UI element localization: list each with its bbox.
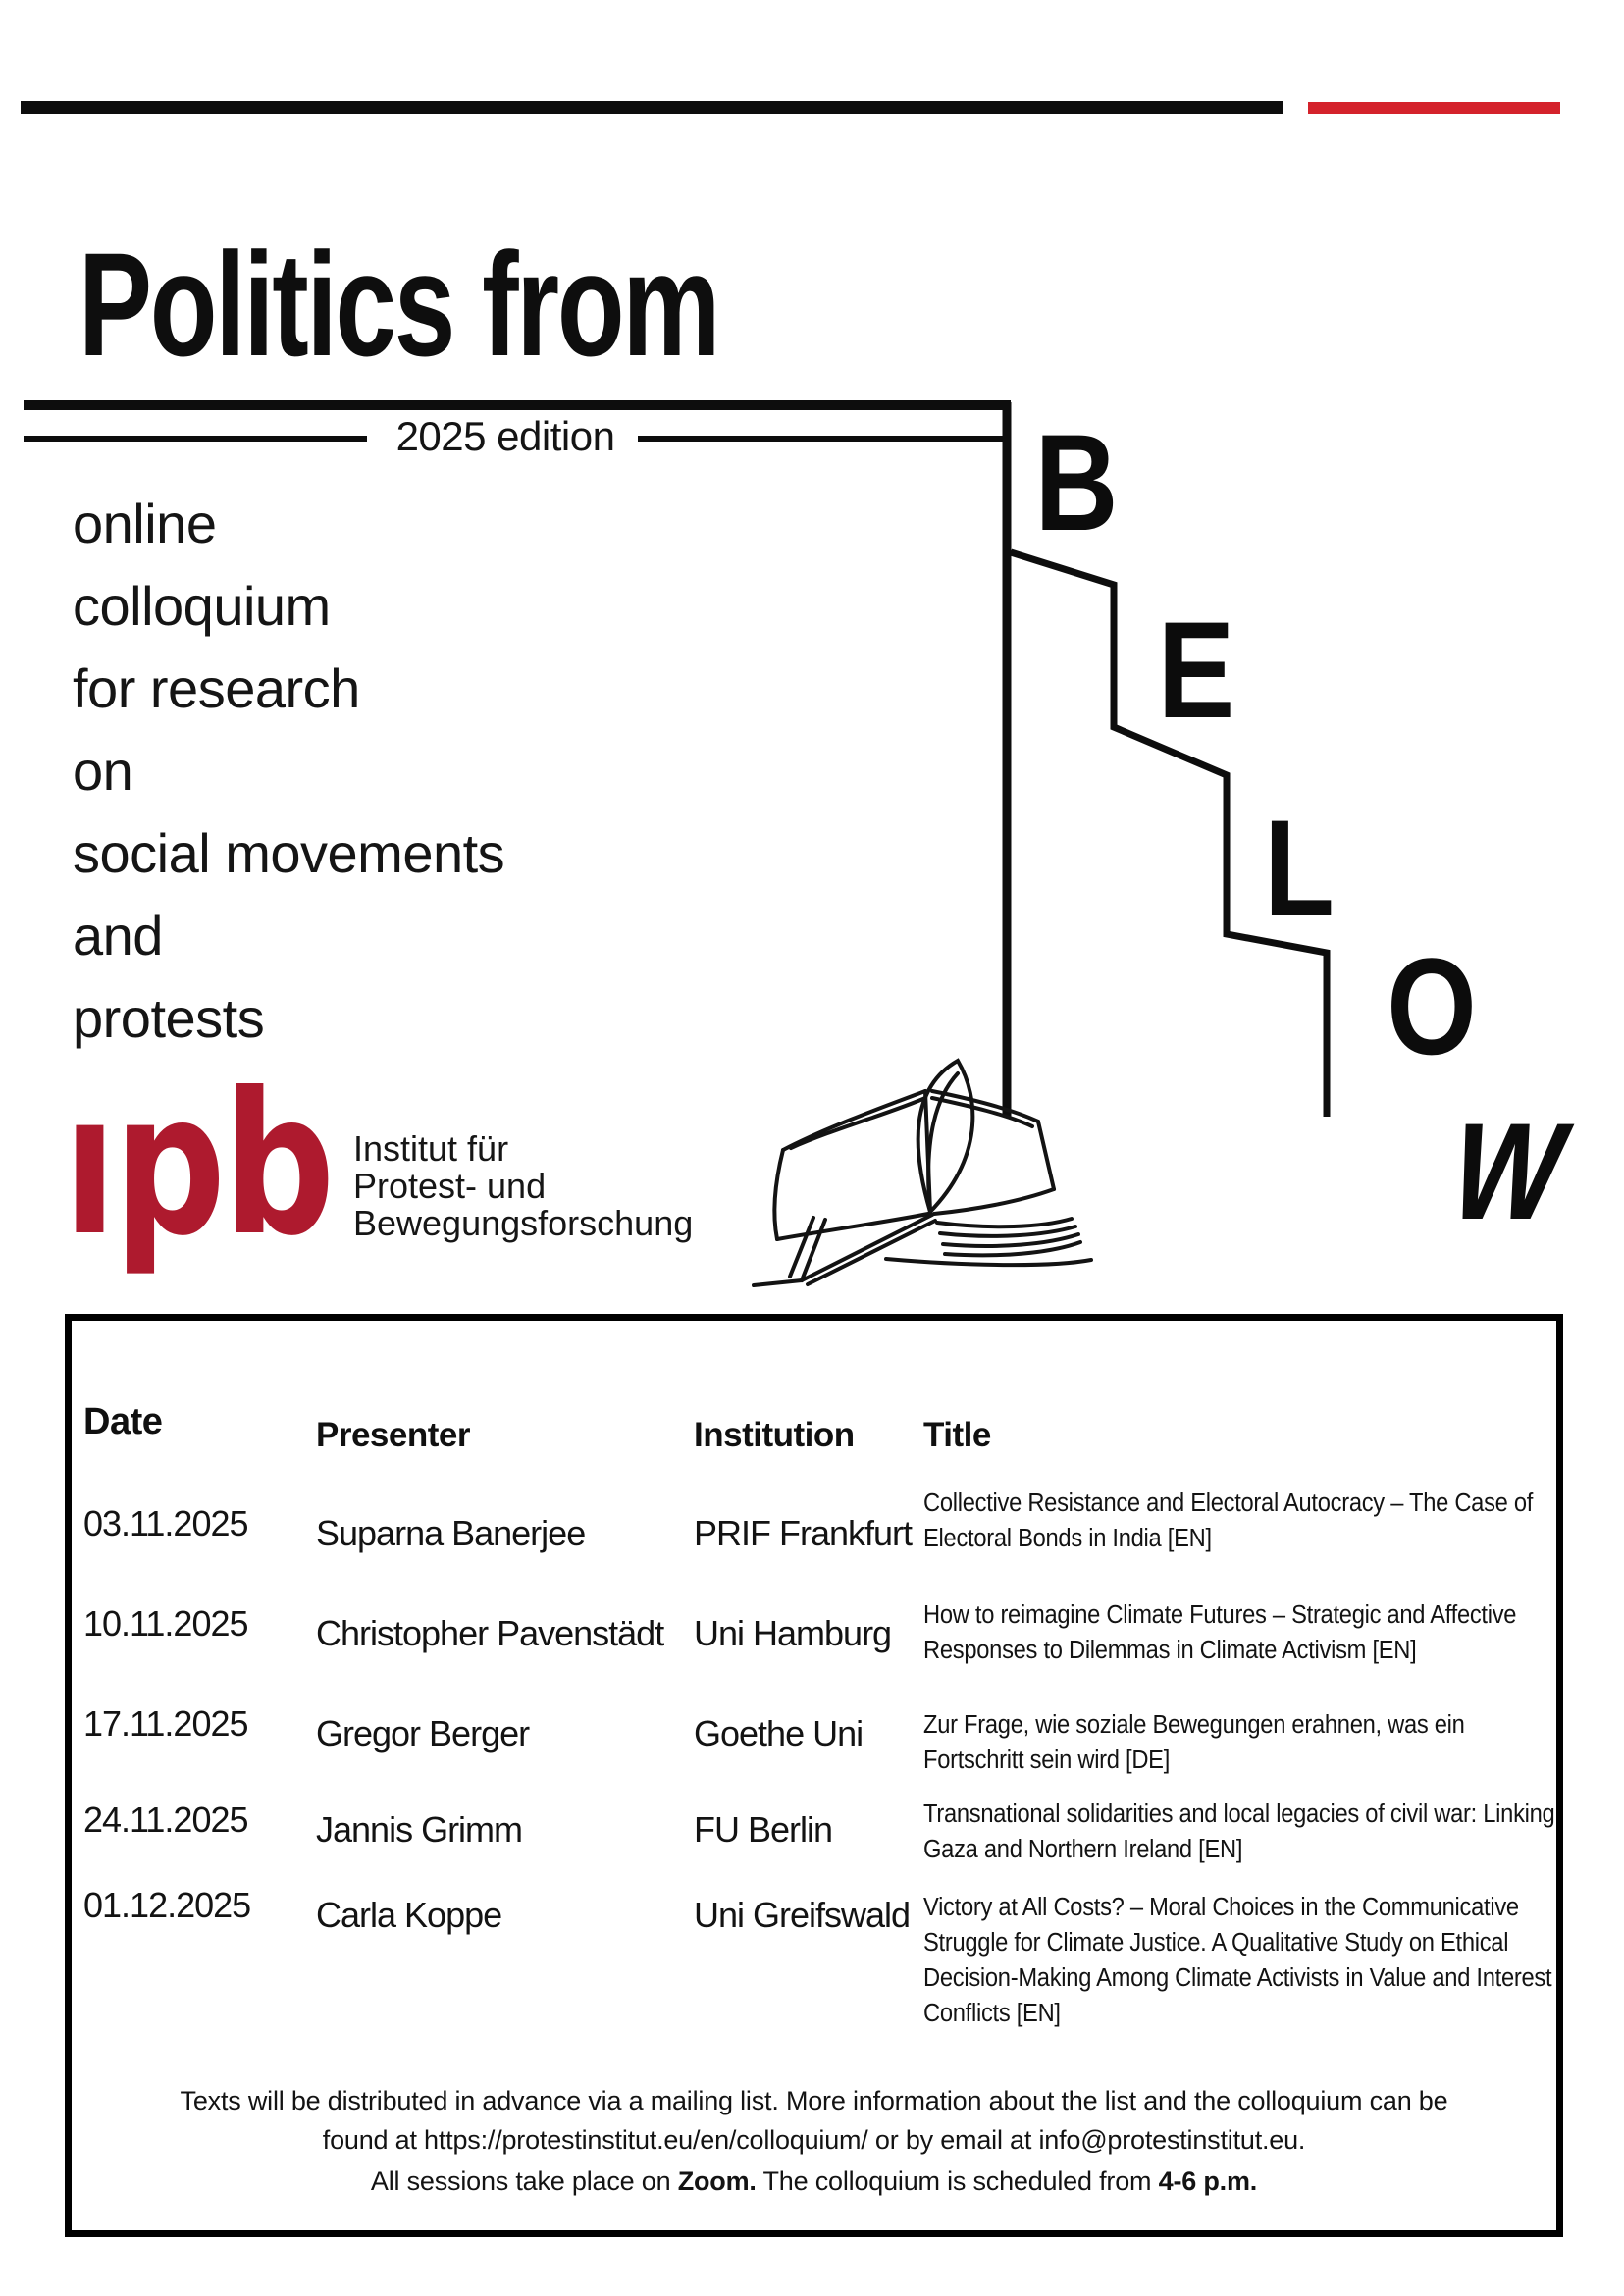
intro-line: on (73, 740, 133, 802)
footer-zoom-emphasis: Zoom. (677, 2166, 757, 2196)
column-header-date: Date (83, 1401, 163, 1442)
footer-note-text: The colloquium is scheduled from (756, 2166, 1159, 2196)
table-row-presenter: Gregor Berger (316, 1713, 530, 1753)
intro-text (73, 483, 504, 1060)
table-row-institution: FU Berlin (694, 1809, 833, 1850)
table-row-institution: Uni Greifswald (694, 1895, 911, 1935)
column-header-presenter: Presenter (316, 1416, 470, 1454)
below-letter-e: E (1157, 593, 1235, 747)
table-row-presenter: Jannis Grimm (316, 1809, 523, 1850)
column-header-title: Title (923, 1416, 991, 1454)
table-row-presenter: Suparna Banerjee (316, 1513, 586, 1553)
intro-line: online (73, 493, 217, 554)
below-letter-w: W (1435, 1094, 1583, 1248)
table-row-date: 17.11.2025 (83, 1703, 248, 1744)
edition-label: 2025 edition (395, 413, 615, 459)
institute-line: Protest- und (353, 1166, 547, 1206)
table-row-presenter: Christopher Pavenstädt (316, 1613, 664, 1653)
table-row-institution: Uni Hamburg (694, 1613, 892, 1653)
footer-note-line1: Texts will be distributed in advance via a mailing list. More information about the list and the colloquium can be (180, 2086, 1448, 2115)
table-row-presenter: Carla Koppe (316, 1895, 502, 1935)
table-row-date: 03.11.2025 (83, 1503, 248, 1543)
table-row-title: Collective Resistance and Electoral Autocracy – The Case of Electoral Bonds in India [EN] (923, 1489, 1534, 1552)
table-row-title: How to reimagine Climate Futures – Strategic and Affective Responses to Dilemmas in Climate Activism [EN] (923, 1601, 1517, 1664)
table-row-title: Zur Frage, wie soziale Bewegungen erahnen, was ein Fortschritt sein wird [DE] (923, 1711, 1465, 1774)
institute-name (353, 1130, 693, 1242)
intro-line: for research (73, 657, 360, 719)
footer-note-text: All sessions take place on (370, 2166, 678, 2196)
table-row-date: 01.12.2025 (83, 1885, 251, 1925)
below-letter-l: L (1264, 791, 1335, 945)
intro-line: colloquium (73, 575, 331, 637)
footer-note-line2: found at https://protestinstitut.eu/en/colloquium/ or by email at info@protestinstitut.eu. (322, 2125, 1306, 2155)
table-row-title: Victory at All Costs? – Moral Choices in the Communicative Struggle for Climate Justice. A Qualitative Study on Ethical Decision-Making Among Climate Activists in Value and Interest Conflicts [EN] (923, 1894, 1552, 2027)
table-row-institution: Goethe Uni (694, 1713, 864, 1753)
below-letter-o: O (1387, 929, 1477, 1083)
institute-line: Institut für (353, 1128, 509, 1169)
footer-time-emphasis: 4-6 p.m. (1158, 2166, 1258, 2196)
table-row-date: 24.11.2025 (83, 1800, 248, 1840)
below-letter-b: B (1034, 405, 1119, 559)
institute-line: Bewegungsforschung (353, 1203, 694, 1243)
table-row-title: Transnational solidarities and local legacies of civil war: Linking Gaza and Northern Ireland [EN] (923, 1800, 1555, 1863)
table-row-date: 10.11.2025 (83, 1603, 248, 1644)
column-header-institution: Institution (694, 1416, 855, 1454)
open-book-icon (754, 1061, 1091, 1285)
table-row-institution: PRIF Frankfurt (694, 1513, 913, 1553)
intro-line: social movements (73, 822, 505, 884)
intro-line: and (73, 905, 163, 966)
ipb-logo: ıpb (63, 1051, 333, 1279)
page-title: Politics from (79, 222, 719, 387)
footer-note-line3 (65, 2166, 1563, 2197)
intro-line: protests (73, 987, 265, 1049)
